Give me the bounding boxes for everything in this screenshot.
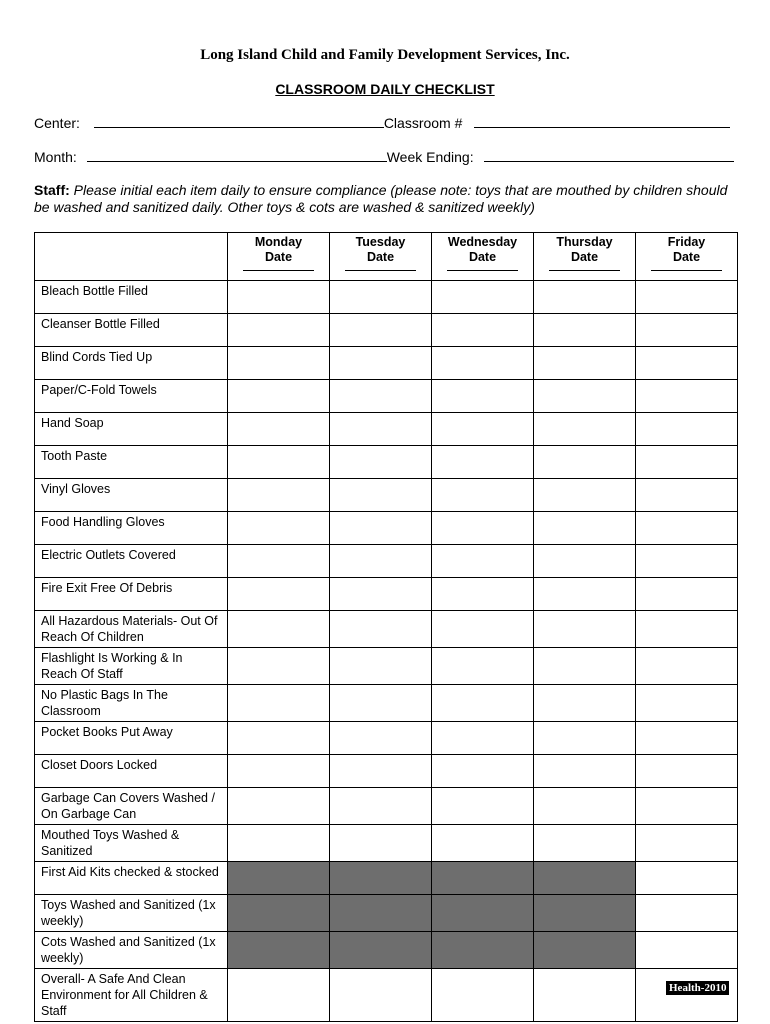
initial-cell-tuesday[interactable] — [330, 685, 432, 722]
initial-cell-thursday[interactable] — [534, 281, 636, 314]
initial-cell-thursday[interactable] — [534, 446, 636, 479]
initial-cell-tuesday — [330, 932, 432, 969]
initial-cell-monday — [228, 895, 330, 932]
initial-cell-tuesday[interactable] — [330, 512, 432, 545]
document-title: CLASSROOM DAILY CHECKLIST — [275, 81, 495, 97]
checklist-row — [35, 825, 738, 862]
initial-cell-wednesday[interactable] — [432, 648, 534, 685]
initial-cell-wednesday[interactable] — [432, 347, 534, 380]
initial-cell-monday[interactable] — [228, 380, 330, 413]
initial-cell-friday[interactable] — [636, 479, 738, 512]
initial-cell-wednesday[interactable] — [432, 413, 534, 446]
initial-cell-thursday[interactable] — [534, 685, 636, 722]
center-classroom-row — [34, 115, 730, 131]
initial-cell-friday[interactable] — [636, 281, 738, 314]
date-label: Date — [468, 250, 497, 264]
initial-cell-tuesday[interactable] — [330, 755, 432, 788]
initial-cell-friday[interactable] — [636, 380, 738, 413]
checklist-row — [35, 512, 738, 545]
initial-cell-tuesday[interactable] — [330, 545, 432, 578]
initial-cell-thursday[interactable] — [534, 512, 636, 545]
initial-cell-friday[interactable] — [636, 722, 738, 755]
initial-cell-thursday[interactable] — [534, 578, 636, 611]
initial-cell-tuesday[interactable] — [330, 825, 432, 862]
initial-cell-tuesday[interactable] — [330, 413, 432, 446]
initial-cell-thursday — [534, 895, 636, 932]
initial-cell-friday[interactable] — [636, 895, 738, 932]
classroom-field[interactable] — [474, 115, 730, 128]
initial-cell-friday[interactable] — [636, 755, 738, 788]
checklist-row — [35, 648, 738, 685]
initial-cell-monday[interactable] — [228, 479, 330, 512]
checklist-item-label: Hand Soap — [35, 413, 228, 446]
initial-cell-thursday[interactable] — [534, 648, 636, 685]
checklist-item-label: Pocket Books Put Away — [35, 722, 228, 755]
initial-cell-monday[interactable] — [228, 347, 330, 380]
initial-cell-wednesday[interactable] — [432, 611, 534, 648]
initial-cell-friday[interactable] — [636, 788, 738, 825]
checklist-row — [35, 685, 738, 722]
initial-cell-wednesday[interactable] — [432, 685, 534, 722]
initial-cell-monday[interactable] — [228, 545, 330, 578]
initial-cell-thursday[interactable] — [534, 380, 636, 413]
initial-cell-tuesday[interactable] — [330, 578, 432, 611]
initial-cell-thursday[interactable] — [534, 314, 636, 347]
date-label: Date — [570, 250, 599, 264]
checklist-row — [35, 969, 738, 1022]
day-name: Thursday — [556, 235, 613, 249]
center-label: Center: — [34, 115, 80, 131]
month-field[interactable] — [87, 149, 387, 162]
checklist-row — [35, 479, 738, 512]
initial-cell-friday[interactable] — [636, 347, 738, 380]
initial-cell-tuesday[interactable] — [330, 611, 432, 648]
week-ending-field[interactable] — [484, 149, 734, 162]
day-header-thursday — [534, 233, 636, 281]
initial-cell-tuesday[interactable] — [330, 648, 432, 685]
initial-cell-wednesday[interactable] — [432, 545, 534, 578]
initial-cell-monday[interactable] — [228, 685, 330, 722]
checklist-row — [35, 380, 738, 413]
checklist-row — [35, 446, 738, 479]
initial-cell-monday[interactable] — [228, 969, 330, 1022]
initial-cell-wednesday[interactable] — [432, 578, 534, 611]
initial-cell-monday — [228, 932, 330, 969]
day-name: Monday — [254, 235, 303, 249]
checklist-item-label: Flashlight Is Working & In Reach Of Staff — [35, 648, 228, 685]
day-header-friday — [636, 233, 738, 281]
checklist-item-label: Food Handling Gloves — [35, 512, 228, 545]
classroom-label: Classroom # — [383, 115, 463, 131]
checklist-row — [35, 281, 738, 314]
day-header-wednesday — [432, 233, 534, 281]
date-blank-line[interactable] — [549, 268, 620, 271]
initial-cell-tuesday — [330, 895, 432, 932]
checklist-item-label: Cleanser Bottle Filled — [35, 314, 228, 347]
initial-cell-tuesday[interactable] — [330, 788, 432, 825]
initial-cell-friday[interactable] — [636, 611, 738, 648]
initial-cell-monday[interactable] — [228, 755, 330, 788]
checklist-row — [35, 932, 738, 969]
initial-cell-tuesday[interactable] — [330, 722, 432, 755]
day-header-monday — [228, 233, 330, 281]
initial-cell-friday[interactable] — [636, 648, 738, 685]
initial-cell-thursday[interactable] — [534, 788, 636, 825]
initial-cell-thursday — [534, 932, 636, 969]
initial-cell-friday[interactable] — [636, 446, 738, 479]
initial-cell-monday[interactable] — [228, 512, 330, 545]
initial-cell-friday[interactable] — [636, 862, 738, 895]
initial-cell-friday[interactable] — [636, 578, 738, 611]
checklist-row — [35, 578, 738, 611]
checklist-item-label: Blind Cords Tied Up — [35, 347, 228, 380]
checklist-row — [35, 722, 738, 755]
checklist-item-label: Vinyl Gloves — [35, 479, 228, 512]
checklist-row — [35, 895, 738, 932]
checklist-item-label: No Plastic Bags In The Classroom — [35, 685, 228, 722]
initial-cell-thursday[interactable] — [534, 611, 636, 648]
initial-cell-wednesday[interactable] — [432, 788, 534, 825]
checklist-row — [35, 314, 738, 347]
initial-cell-monday[interactable] — [228, 314, 330, 347]
initial-cell-thursday[interactable] — [534, 969, 636, 1022]
checklist-row — [35, 862, 738, 895]
date-label: Date — [264, 250, 293, 264]
staff-instruction-text: Please initial each item daily to ensure compliance (please note: toys that are mouthed by children should be washed and sanitized daily. Other toys & cots are washed & sanitized weekly) — [34, 182, 728, 215]
initial-cell-monday[interactable] — [228, 788, 330, 825]
center-field[interactable] — [94, 115, 384, 128]
initial-cell-thursday — [534, 862, 636, 895]
day-name: Wednesday — [447, 235, 518, 249]
initial-cell-wednesday[interactable] — [432, 969, 534, 1022]
organization-name: Long Island Child and Family Development Services, Inc. — [200, 47, 570, 63]
checklist-row — [35, 755, 738, 788]
initial-cell-thursday[interactable] — [534, 545, 636, 578]
initial-cell-thursday[interactable] — [534, 347, 636, 380]
initial-cell-monday[interactable] — [228, 611, 330, 648]
initial-cell-friday[interactable] — [636, 512, 738, 545]
date-blank-line[interactable] — [345, 268, 416, 271]
staff-instructions — [34, 182, 734, 216]
checklist-row — [35, 545, 738, 578]
initial-cell-friday[interactable] — [636, 969, 738, 1022]
initial-cell-thursday[interactable] — [534, 825, 636, 862]
initial-cell-monday[interactable] — [228, 578, 330, 611]
checklist-row — [35, 347, 738, 380]
initial-cell-thursday[interactable] — [534, 413, 636, 446]
initial-cell-monday[interactable] — [228, 722, 330, 755]
initial-cell-friday[interactable] — [636, 413, 738, 446]
staff-label: Staff: — [34, 182, 70, 198]
initial-cell-monday[interactable] — [228, 281, 330, 314]
initial-cell-monday[interactable] — [228, 648, 330, 685]
month-week-row — [34, 149, 734, 165]
checklist-item-label: All Hazardous Materials- Out Of Reach Of Children — [35, 611, 228, 648]
checklist-item-label: First Aid Kits checked & stocked — [35, 862, 228, 895]
checklist-item-label: Tooth Paste — [35, 446, 228, 479]
initial-cell-tuesday[interactable] — [330, 380, 432, 413]
initial-cell-friday[interactable] — [636, 825, 738, 862]
checklist-item-label: Bleach Bottle Filled — [35, 281, 228, 314]
initial-cell-monday — [228, 862, 330, 895]
initial-cell-wednesday — [432, 862, 534, 895]
initial-cell-tuesday[interactable] — [330, 479, 432, 512]
checklist-item-label: Toys Washed and Sanitized (1x weekly) — [35, 895, 228, 932]
initial-cell-wednesday[interactable] — [432, 825, 534, 862]
form-code: Health-2010 — [666, 981, 729, 995]
initial-cell-wednesday[interactable] — [432, 755, 534, 788]
date-label: Date — [366, 250, 395, 264]
initial-cell-wednesday[interactable] — [432, 479, 534, 512]
initial-cell-thursday[interactable] — [534, 722, 636, 755]
initial-cell-friday[interactable] — [636, 932, 738, 969]
initial-cell-monday[interactable] — [228, 825, 330, 862]
initial-cell-wednesday[interactable] — [432, 314, 534, 347]
item-header — [35, 233, 228, 281]
checklist-item-label: Electric Outlets Covered — [35, 545, 228, 578]
month-label: Month: — [34, 149, 77, 165]
checklist-item-label: Mouthed Toys Washed & Sanitized — [35, 825, 228, 862]
initial-cell-wednesday[interactable] — [432, 380, 534, 413]
initial-cell-friday[interactable] — [636, 314, 738, 347]
checklist-item-label: Fire Exit Free Of Debris — [35, 578, 228, 611]
checklist-row — [35, 611, 738, 648]
initial-cell-wednesday[interactable] — [432, 281, 534, 314]
initial-cell-wednesday[interactable] — [432, 446, 534, 479]
date-blank-line[interactable] — [651, 268, 722, 271]
day-header-tuesday — [330, 233, 432, 281]
initial-cell-wednesday[interactable] — [432, 512, 534, 545]
date-blank-line[interactable] — [243, 268, 314, 271]
header-row — [35, 233, 738, 281]
initial-cell-monday[interactable] — [228, 413, 330, 446]
initial-cell-tuesday[interactable] — [330, 446, 432, 479]
day-name: Friday — [667, 235, 706, 249]
initial-cell-thursday[interactable] — [534, 479, 636, 512]
initial-cell-wednesday — [432, 932, 534, 969]
initial-cell-tuesday[interactable] — [330, 347, 432, 380]
day-name: Tuesday — [355, 235, 406, 249]
initial-cell-tuesday[interactable] — [330, 314, 432, 347]
initial-cell-friday[interactable] — [636, 545, 738, 578]
initial-cell-wednesday — [432, 895, 534, 932]
initial-cell-tuesday[interactable] — [330, 969, 432, 1022]
initial-cell-friday[interactable] — [636, 685, 738, 722]
date-blank-line[interactable] — [447, 268, 518, 271]
checklist-item-label: Overall- A Safe And Clean Environment for All Children & Staff — [35, 969, 228, 1022]
initial-cell-thursday[interactable] — [534, 755, 636, 788]
initial-cell-tuesday[interactable] — [330, 281, 432, 314]
checklist-row — [35, 413, 738, 446]
checklist-table — [34, 232, 738, 1022]
checklist-row — [35, 788, 738, 825]
checklist-item-label: Paper/C-Fold Towels — [35, 380, 228, 413]
checklist-item-label: Closet Doors Locked — [35, 755, 228, 788]
initial-cell-wednesday[interactable] — [432, 722, 534, 755]
checklist-item-label: Garbage Can Covers Washed / On Garbage Can — [35, 788, 228, 825]
checklist-item-label: Cots Washed and Sanitized (1x weekly) — [35, 932, 228, 969]
week-ending-label: Week Ending: — [386, 149, 474, 165]
initial-cell-monday[interactable] — [228, 446, 330, 479]
date-label: Date — [672, 250, 701, 264]
initial-cell-tuesday — [330, 862, 432, 895]
